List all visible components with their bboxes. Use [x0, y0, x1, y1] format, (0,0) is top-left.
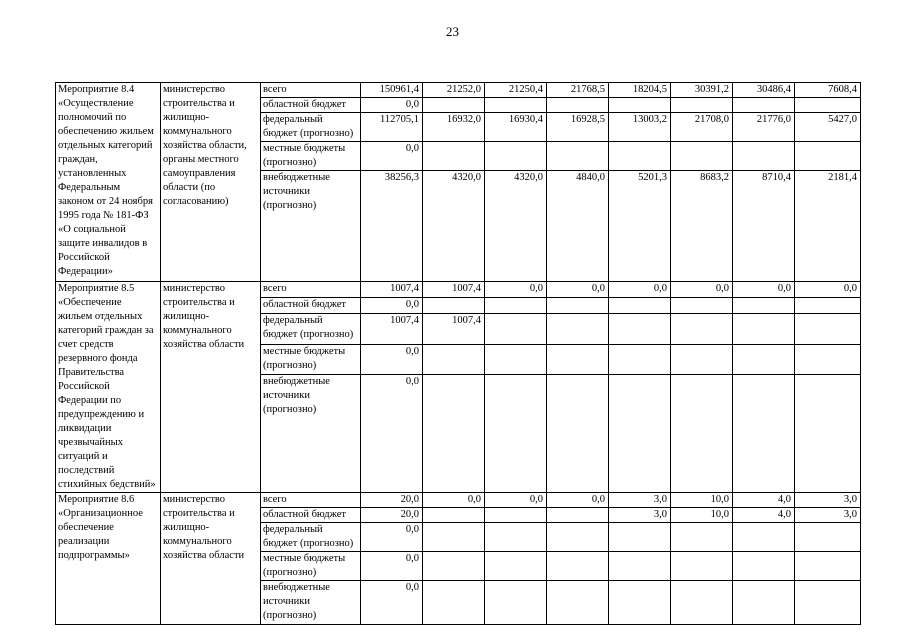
value-cell — [671, 344, 733, 375]
budget-table — [55, 82, 861, 625]
value-cell: 0,0 — [547, 493, 609, 508]
value-cell — [671, 297, 733, 313]
value-cell: 5201,3 — [609, 171, 671, 282]
page-number: 23 — [446, 24, 459, 39]
value-cell — [795, 552, 861, 581]
value-cell: 0,0 — [671, 282, 733, 298]
value-cell — [547, 344, 609, 375]
value-cell — [547, 508, 609, 523]
value-cell — [547, 297, 609, 313]
value-cell — [423, 523, 485, 552]
value-cell — [547, 313, 609, 344]
measure-name: Мероприятие 8.6 «Организационное обеспечение реализации подпрограммы» — [56, 493, 161, 625]
value-cell — [485, 344, 547, 375]
value-cell: 3,0 — [609, 508, 671, 523]
value-cell — [485, 552, 547, 581]
measure-executor: министерство строительства и жилищно-коммунального хозяйства области, органы местного самоуправления области (по согласованию) — [161, 83, 261, 282]
value-cell — [547, 523, 609, 552]
value-cell — [733, 297, 795, 313]
value-cell — [795, 313, 861, 344]
value-cell — [671, 375, 733, 493]
value-cell — [795, 297, 861, 313]
value-cell — [547, 98, 609, 113]
measure-name: Мероприятие 8.4 «Осуществление полномочий по обеспечению жильем отдельных категорий граждан, установленных Федеральным законом от 24 ноября 1995 года № 181-ФЗ «О социальной защите инвалидов в Российской Федерации» — [56, 83, 161, 282]
value-cell — [609, 142, 671, 171]
value-cell: 1007,4 — [361, 282, 423, 298]
measure-executor: министерство строительства и жилищно-коммунального хозяйства области — [161, 493, 261, 625]
value-cell: 21776,0 — [733, 113, 795, 142]
value-cell — [733, 344, 795, 375]
value-cell: 21250,4 — [485, 83, 547, 98]
funding-source: местные бюджеты (прогнозно) — [261, 344, 361, 375]
measure-executor: министерство строительства и жилищно-коммунального хозяйства области — [161, 282, 261, 493]
value-cell — [485, 523, 547, 552]
value-cell — [485, 313, 547, 344]
funding-source: всего — [261, 83, 361, 98]
value-cell: 16928,5 — [547, 113, 609, 142]
funding-source: внебюджетные источники (прогнозно) — [261, 581, 361, 625]
value-cell — [609, 523, 671, 552]
funding-source: внебюджетные источники (прогнозно) — [261, 171, 361, 282]
value-cell — [671, 313, 733, 344]
value-cell — [609, 344, 671, 375]
funding-source: всего — [261, 282, 361, 298]
funding-source: областной бюджет — [261, 98, 361, 113]
value-cell: 0,0 — [361, 142, 423, 171]
value-cell: 4840,0 — [547, 171, 609, 282]
value-cell — [733, 581, 795, 625]
value-cell — [795, 344, 861, 375]
value-cell: 4320,0 — [423, 171, 485, 282]
value-cell: 0,0 — [547, 282, 609, 298]
value-cell: 3,0 — [795, 508, 861, 523]
value-cell: 0,0 — [609, 282, 671, 298]
value-cell: 3,0 — [795, 493, 861, 508]
value-cell: 1007,4 — [423, 282, 485, 298]
value-cell: 8710,4 — [733, 171, 795, 282]
value-cell: 112705,1 — [361, 113, 423, 142]
value-cell: 10,0 — [671, 508, 733, 523]
value-cell: 0,0 — [733, 282, 795, 298]
value-cell: 21252,0 — [423, 83, 485, 98]
value-cell — [609, 552, 671, 581]
value-cell — [485, 508, 547, 523]
value-cell — [671, 523, 733, 552]
value-cell — [609, 297, 671, 313]
value-cell — [795, 142, 861, 171]
value-cell: 30391,2 — [671, 83, 733, 98]
value-cell — [733, 552, 795, 581]
funding-source: внебюджетные источники (прогнозно) — [261, 375, 361, 493]
value-cell — [423, 142, 485, 171]
value-cell: 7608,4 — [795, 83, 861, 98]
value-cell: 16930,4 — [485, 113, 547, 142]
value-cell: 0,0 — [361, 552, 423, 581]
value-cell: 1007,4 — [423, 313, 485, 344]
value-cell — [671, 142, 733, 171]
funding-source: всего — [261, 493, 361, 508]
value-cell: 0,0 — [423, 493, 485, 508]
value-cell: 0,0 — [361, 98, 423, 113]
value-cell: 2181,4 — [795, 171, 861, 282]
value-cell — [423, 98, 485, 113]
value-cell — [795, 98, 861, 113]
value-cell: 4320,0 — [485, 171, 547, 282]
value-cell — [547, 552, 609, 581]
value-cell — [795, 581, 861, 625]
value-cell: 21768,5 — [547, 83, 609, 98]
value-cell: 0,0 — [485, 493, 547, 508]
value-cell — [671, 581, 733, 625]
funding-source: местные бюджеты (прогнозно) — [261, 142, 361, 171]
value-cell — [795, 375, 861, 493]
value-cell: 4,0 — [733, 508, 795, 523]
funding-source: федеральный бюджет (прогнозно) — [261, 523, 361, 552]
value-cell — [423, 581, 485, 625]
funding-source: областной бюджет — [261, 297, 361, 313]
value-cell — [671, 552, 733, 581]
value-cell: 30486,4 — [733, 83, 795, 98]
measure-name: Мероприятие 8.5 «Обеспечение жильем отдельных категорий граждан за счет средств резервного фонда Правительства Российской Федерации по предупреждению и ликвидации чрезвычайных ситуаций и последствий стихийных бедствий» — [56, 282, 161, 493]
value-cell: 20,0 — [361, 508, 423, 523]
funding-source: федеральный бюджет (прогнозно) — [261, 113, 361, 142]
value-cell — [485, 142, 547, 171]
value-cell — [423, 552, 485, 581]
value-cell — [423, 375, 485, 493]
value-cell — [485, 581, 547, 625]
value-cell — [485, 98, 547, 113]
value-cell: 10,0 — [671, 493, 733, 508]
value-cell — [733, 523, 795, 552]
funding-source: областной бюджет — [261, 508, 361, 523]
value-cell: 0,0 — [361, 344, 423, 375]
value-cell: 0,0 — [795, 282, 861, 298]
funding-source: федеральный бюджет (прогнозно) — [261, 313, 361, 344]
value-cell — [423, 344, 485, 375]
value-cell: 38256,3 — [361, 171, 423, 282]
value-cell — [423, 508, 485, 523]
value-cell — [609, 313, 671, 344]
value-cell: 0,0 — [361, 523, 423, 552]
table-row — [56, 493, 861, 508]
value-cell — [609, 98, 671, 113]
value-cell: 0,0 — [485, 282, 547, 298]
value-cell — [795, 523, 861, 552]
value-cell — [609, 581, 671, 625]
value-cell — [733, 313, 795, 344]
table-row — [56, 282, 861, 298]
value-cell — [547, 375, 609, 493]
funding-source: местные бюджеты (прогнозно) — [261, 552, 361, 581]
value-cell — [547, 581, 609, 625]
value-cell — [547, 142, 609, 171]
table-row — [56, 83, 861, 98]
value-cell — [733, 142, 795, 171]
value-cell: 18204,5 — [609, 83, 671, 98]
value-cell: 20,0 — [361, 493, 423, 508]
value-cell: 0,0 — [361, 297, 423, 313]
value-cell: 16932,0 — [423, 113, 485, 142]
value-cell: 0,0 — [361, 375, 423, 493]
value-cell: 1007,4 — [361, 313, 423, 344]
value-cell — [733, 375, 795, 493]
value-cell — [485, 297, 547, 313]
value-cell: 21708,0 — [671, 113, 733, 142]
value-cell: 3,0 — [609, 493, 671, 508]
value-cell: 5427,0 — [795, 113, 861, 142]
value-cell — [485, 375, 547, 493]
value-cell: 4,0 — [733, 493, 795, 508]
value-cell: 13003,2 — [609, 113, 671, 142]
value-cell: 0,0 — [361, 581, 423, 625]
value-cell: 150961,4 — [361, 83, 423, 98]
value-cell — [609, 375, 671, 493]
value-cell — [671, 98, 733, 113]
value-cell — [423, 297, 485, 313]
value-cell — [733, 98, 795, 113]
value-cell: 8683,2 — [671, 171, 733, 282]
